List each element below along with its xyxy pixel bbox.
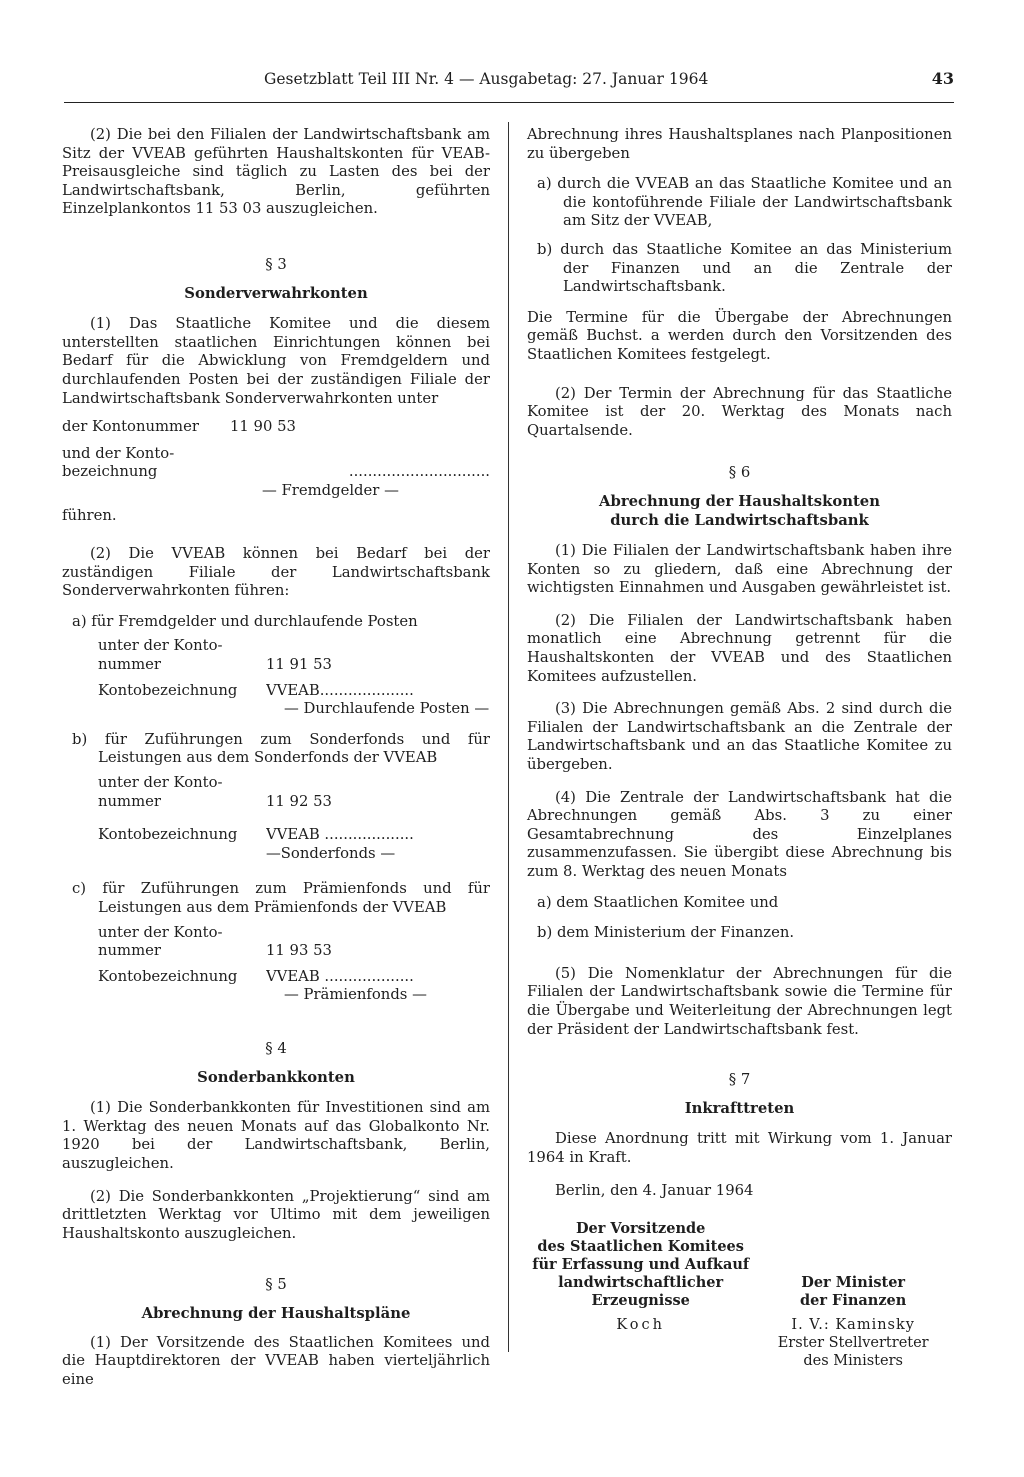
signer-title: Erster Stellvertreter xyxy=(777,1335,929,1352)
field-label: nummer xyxy=(98,942,161,960)
paragraph: (1) Die Sonderbankkonten für Investitionen sind am 1. Werktag des neuen Monats auf das Globalkonto Nr. 1920 bei der Landwirtschaftsbank, Berlin, auszugleichen. xyxy=(62,1099,490,1172)
field-value: VVEAB ................... xyxy=(266,967,414,985)
signature-block xyxy=(527,1220,952,1370)
field-value: VVEAB ................... xyxy=(266,826,414,844)
list-item: a) für Fremdgelder und durchlaufende Posten xyxy=(72,612,418,630)
field-label: unter der Konto- xyxy=(98,774,223,792)
paragraph: (2) Der Termin der Abrechnung für das Staatliche Komitee ist der 20. Werktag des Monats nach Quartalsende. xyxy=(527,384,952,439)
list-item: a) durch die VVEAB an das Staatliche Komitee und an die kontoführende Filiale der Landwirtschaftsbank am Sitz der VVEAB, xyxy=(537,175,952,230)
signer-name: Koch xyxy=(616,1317,665,1334)
account-block xyxy=(98,774,490,863)
field-value: 11 91 53 xyxy=(266,656,332,674)
section-number: § 5 xyxy=(265,1276,287,1294)
paragraph: Abrechnung ihres Haushaltsplanes nach Planpositionen zu übergeben xyxy=(527,126,952,162)
field-label: Kontobezeichnung xyxy=(98,826,238,844)
column-divider xyxy=(508,122,509,1352)
signature-chairman xyxy=(527,1220,754,1370)
signer-name: I. V.: Kaminsky xyxy=(791,1317,915,1334)
field-label: unter der Konto- xyxy=(98,637,223,655)
fill-dots: .............................. xyxy=(348,463,490,481)
section-title: durch die Landwirtschaftsbank xyxy=(610,511,869,529)
field-label: bezeichnung xyxy=(62,463,158,481)
section-number: § 6 xyxy=(728,464,751,482)
section-title: Abrechnung der Haushaltskonten xyxy=(599,492,880,510)
paragraph: (2) Die VVEAB können bei Bedarf bei der zuständigen Filiale der Landwirtschaftsbank Sonderverwahrkonten führen: xyxy=(62,545,490,600)
field-label: und der Konto- xyxy=(62,444,175,462)
signer-title: der Finanzen xyxy=(799,1292,907,1310)
list-item: c) für Zuführungen zum Prämienfonds und für Leistungen aus dem Prämienfonds der VVEAB xyxy=(72,880,490,916)
field-label: nummer xyxy=(98,792,161,810)
paragraph: (4) Die Zentrale der Landwirtschaftsbank hat die Abrechnungen gemäß Abs. 3 zu einer Gesamtabrechnung des Einzelplanes zusammenzufassen. Sie übergibt diese Abrechnung bis zum 8. Werktag des neuen Monats xyxy=(527,788,952,880)
signer-title: des Staatlichen Komitees xyxy=(537,1238,744,1256)
section-title: Inkrafttreten xyxy=(684,1099,795,1117)
list-item: b) für Zuführungen zum Sonderfonds und für Leistungen aus dem Sonderfonds der VVEAB xyxy=(72,730,490,767)
paragraph: (2) Die Filialen der Landwirtschaftsbank haben monatlich eine Abrechnung getrennt für die Haushaltskonten der VVEAB und des Staatlichen Komitees aufzustellen. xyxy=(527,611,952,685)
field-value: VVEAB.................... xyxy=(266,681,414,699)
signer-title: des Ministers xyxy=(803,1353,903,1370)
field-value: —Sonderfonds — xyxy=(266,844,396,862)
account-row xyxy=(62,445,490,464)
list-item: a) dem Staatlichen Komitee und xyxy=(537,893,779,911)
signer-title: Der Minister xyxy=(801,1274,906,1292)
signature-minister xyxy=(754,1274,952,1370)
section-title: Sonderverwahrkonten xyxy=(184,284,368,302)
signer-title: Erzeugnisse xyxy=(591,1292,690,1310)
left-column xyxy=(62,126,490,1389)
paragraph: Diese Anordnung tritt mit Wirkung vom 1. Januar 1964 in Kraft. xyxy=(527,1130,952,1166)
paragraph: (3) Die Abrechnungen gemäß Abs. 2 sind durch die Filialen der Landwirtschaftsbank an die Zentrale der Landwirtschaftsbank und an das Staatliche Komitee zu übergeben. xyxy=(527,700,952,774)
right-column xyxy=(527,126,952,1370)
field-value: — Prämienfonds — xyxy=(284,986,427,1004)
signer-title: landwirtschaftlicher xyxy=(558,1274,724,1292)
section-number: § 4 xyxy=(265,1039,287,1057)
field-label: nummer xyxy=(98,656,161,674)
field-value: — Fremdgelder — xyxy=(262,481,399,499)
paragraph: (1) Der Vorsitzende des Staatlichen Komitees und die Hauptdirektoren der VVEAB haben vierteljährlich eine xyxy=(62,1333,490,1388)
field-label: der Kontonummer xyxy=(62,418,199,436)
section-title: Abrechnung der Haushaltspläne xyxy=(141,1304,411,1322)
signer-title: Der Vorsitzende xyxy=(575,1220,706,1238)
header-title: Gesetzblatt Teil III Nr. 4 — Ausgabetag: 27. Januar 1964 xyxy=(264,70,709,88)
field-value: 11 92 53 xyxy=(266,792,332,810)
section-title: Sonderbankkonten xyxy=(197,1068,355,1086)
paragraph: führen. xyxy=(62,506,117,524)
page-header xyxy=(64,66,954,103)
paragraph: (1) Die Filialen der Landwirtschaftsbank haben ihre Konten so zu gliedern, daß eine Abrechnung der wichtigsten Einnahmen und Ausgaben gewährleistet ist. xyxy=(527,542,952,597)
field-value: 11 90 53 xyxy=(230,418,296,436)
account-row xyxy=(62,418,490,437)
section-number: § 7 xyxy=(728,1071,751,1089)
field-label: Kontobezeichnung xyxy=(98,681,238,699)
list-item: b) dem Ministerium der Finanzen. xyxy=(537,924,795,942)
field-value: — Durchlaufende Posten — xyxy=(284,700,490,718)
paragraph: (5) Die Nomenklatur der Abrechnungen für die Filialen der Landwirtschaftsbank sowie die Termine für die Übergabe und Weiterleitung der Abrechnungen legt der Präsident der Landwirtschaftsbank fest. xyxy=(527,964,952,1038)
paragraph: (2) Die Sonderbankkonten „Projektierung“ sind am drittletzten Werktag vor Ultimo mit dem jeweiligen Haushaltskonto auszugleichen. xyxy=(62,1187,490,1242)
field-value: 11 93 53 xyxy=(266,942,332,960)
page-number: 43 xyxy=(931,69,954,88)
paragraph: (2) Die bei den Filialen der Landwirtschaftsbank am Sitz der VVEAB geführten Haushaltskonten für VEAB-Preisausgleiche sind täglich zu Lasten des bei der Landwirtschaftsbank, Berlin, geführten Einzelplankontos 11 53 03 auszugleichen. xyxy=(62,126,490,218)
account-block xyxy=(98,924,490,1005)
section-number: § 3 xyxy=(265,255,287,273)
list-item: b) durch das Staatliche Komitee an das Ministerium der Finanzen und an die Zentrale der Landwirtschaftsbank. xyxy=(537,240,952,296)
account-row xyxy=(62,463,490,482)
field-label: unter der Konto- xyxy=(98,923,223,941)
field-label: Kontobezeichnung xyxy=(98,967,238,985)
account-block xyxy=(98,637,490,718)
paragraph: (1) Das Staatliche Komitee und die diesem unterstellten staatlichen Einrichtungen können bei Bedarf für die Abwicklung von Fremdgeldern und durchlaufenden Posten bei der zuständigen Filiale der Landwirtschaftsbank Sonderverwahrkonten unter xyxy=(62,315,490,407)
place-date: Berlin, den 4. Januar 1964 xyxy=(555,1181,754,1199)
paragraph: Die Termine für die Übergabe der Abrechnungen gemäß Buchst. a werden durch den Vorsitzenden des Staatlichen Komitees festgelegt. xyxy=(527,308,952,363)
signer-title: für Erfassung und Aufkauf xyxy=(532,1256,750,1274)
